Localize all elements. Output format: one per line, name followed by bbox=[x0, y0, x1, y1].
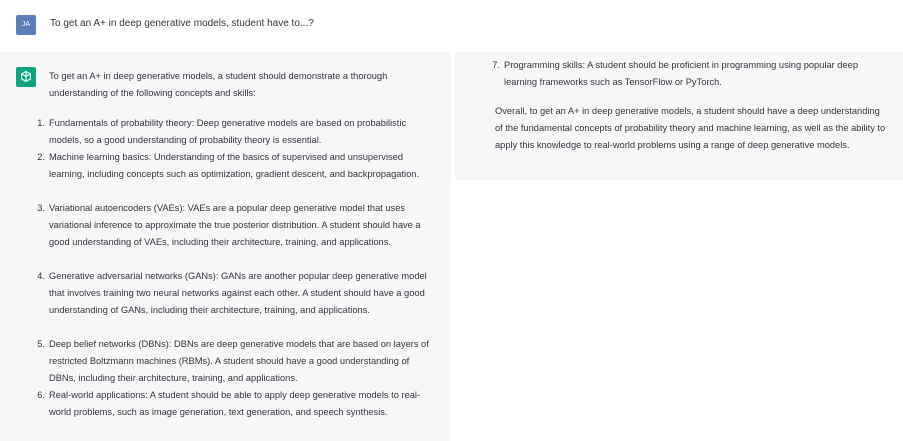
assistant-avatar bbox=[16, 67, 36, 87]
user-message-row bbox=[0, 0, 903, 52]
assistant-summary: Overall, to get an A+ in deep generative models, a student should have a deep understanding of the fundamental concepts of probability theory and machine learning, as well as the ability to apply this knowledge to real-world problems using a range of deep generative models. bbox=[495, 106, 886, 150]
list-item-text: Variational autoencoders (VAEs): VAEs are a popular deep generative model that uses variational inference to approximate the true posterior distribution. A student should have a good understanding of VAEs, including their architecture, training, and applications. bbox=[49, 203, 421, 247]
list-item-text: Fundamentals of probability theory: Deep generative models are based on probabilistic models, so a good understanding of probability theory is essential. bbox=[49, 118, 407, 145]
list-item-text: Programming skills: A student should be proficient in programming using popular deep learning frameworks such as TensorFlow or PyTorch. bbox=[504, 60, 858, 87]
list-item-number: 6. bbox=[37, 390, 45, 400]
list-item-number: 7. bbox=[492, 60, 500, 70]
user-avatar: JA bbox=[16, 15, 36, 35]
openai-logo-icon bbox=[19, 70, 33, 84]
list-item-number: 1. bbox=[37, 118, 45, 128]
user-message-text: To get an A+ in deep generative models, student have to...? bbox=[50, 18, 314, 29]
list-item-text: Real-world applications: A student should be able to apply deep generative models to real-world problems, such as image generation, text generation, and speech synthesis. bbox=[49, 390, 421, 417]
list-item-text: Deep belief networks (DBNs): DBNs are deep generative models that are based on layers of restricted Boltzmann machines (RBMs). A student should have a good understanding of DBNs, including their architecture, training, and applications. bbox=[49, 339, 429, 383]
list-item-text: Machine learning basics: Understanding of the basics of supervised and unsupervised learning, including concepts such as optimization, gradient descent, and backpropagation. bbox=[49, 152, 420, 179]
list-item-number: 5. bbox=[37, 339, 45, 349]
assistant-intro: To get an A+ in deep generative models, a student should demonstrate a thorough understanding of the following concepts and skills: bbox=[49, 71, 388, 98]
list-item-number: 3. bbox=[37, 203, 45, 213]
assistant-message-column-1 bbox=[0, 52, 451, 441]
list-item-text: Generative adversarial networks (GANs): GANs are another popular deep generative model that involves training two neural networks against each other. A student should have a good understanding of GANs, including their architecture, training, and applications. bbox=[49, 271, 427, 315]
list-item-number: 2. bbox=[37, 152, 45, 162]
list-item-number: 4. bbox=[37, 271, 45, 281]
assistant-message-column-2 bbox=[455, 52, 903, 180]
